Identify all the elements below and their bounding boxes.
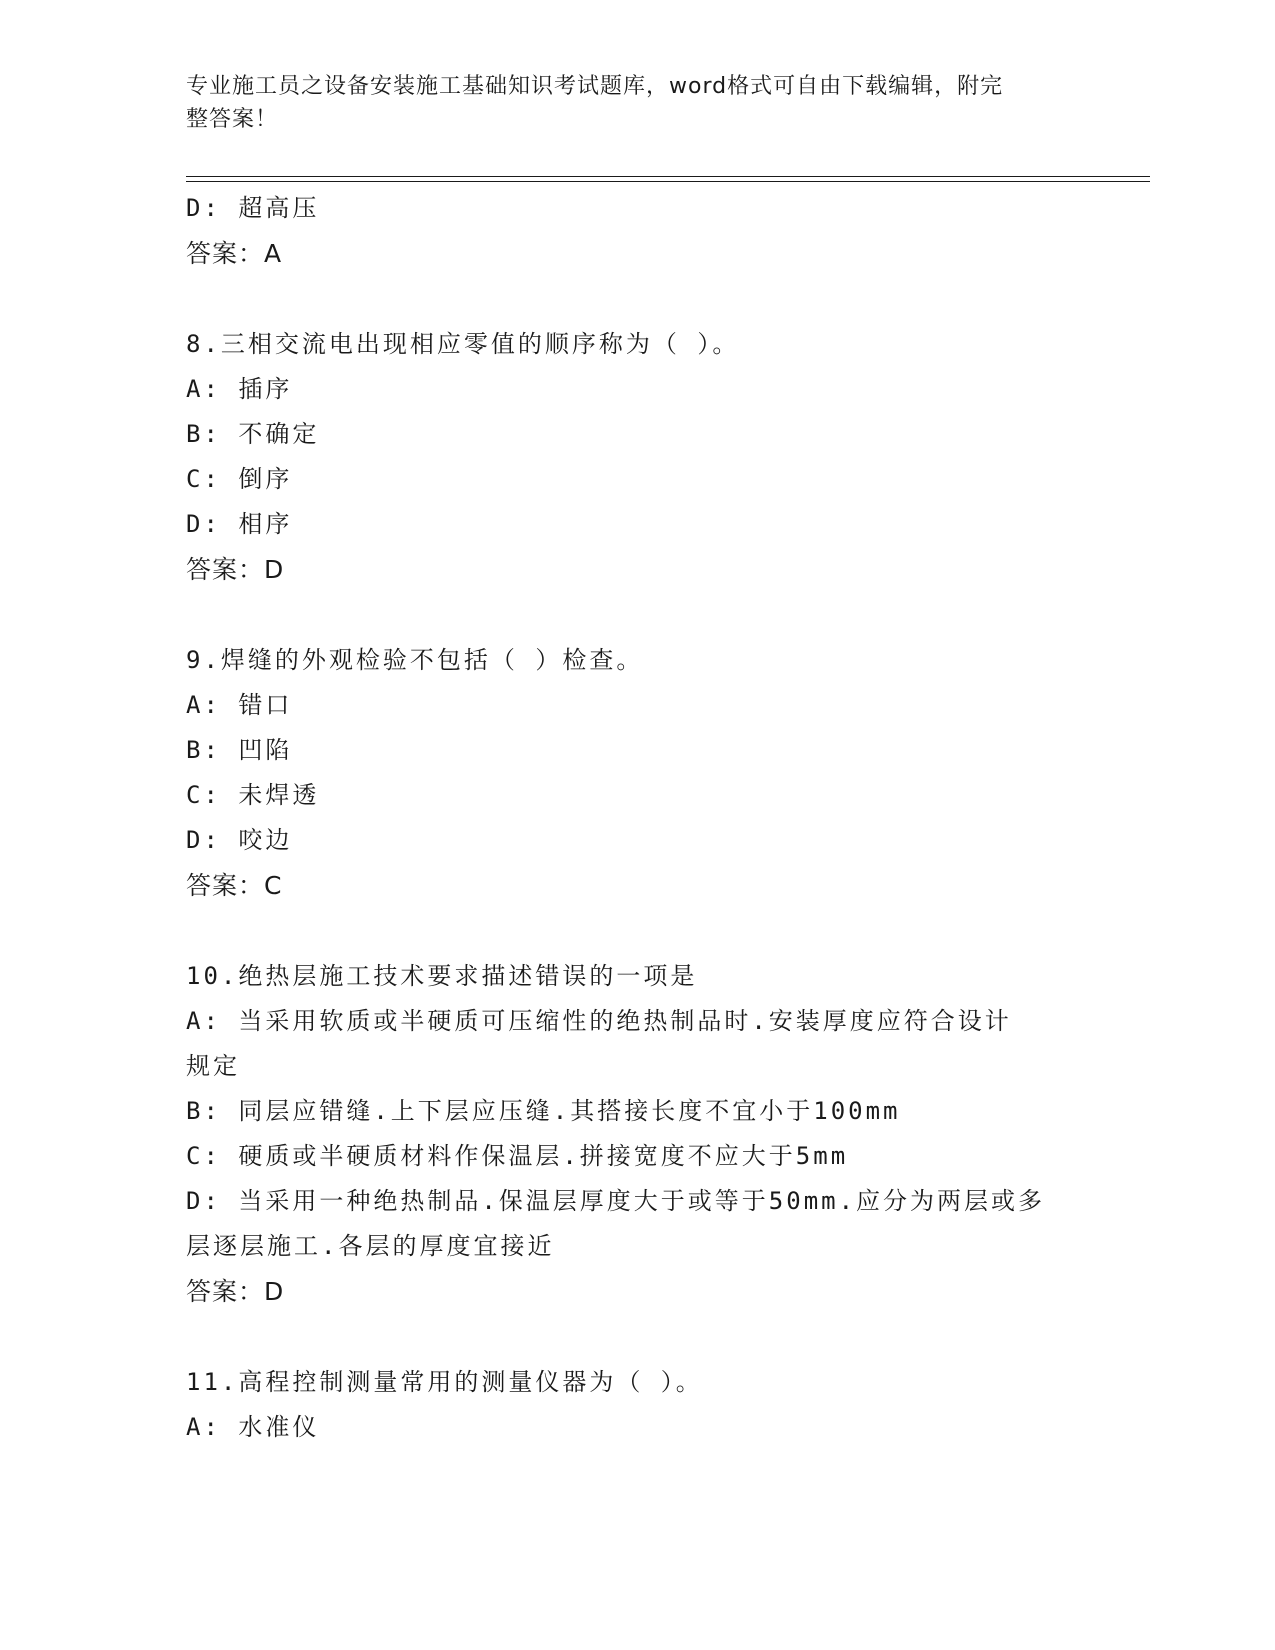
document-header <box>186 70 1066 136</box>
question-7-tail <box>186 186 1086 277</box>
option-d: D: 咬边 <box>186 826 293 854</box>
answer: 答案：D <box>186 555 285 584</box>
option-b: B: 凹陷 <box>186 736 293 764</box>
question-stem: 8.三相交流电出现相应零值的顺序称为（ ）。 <box>186 330 740 358</box>
option-a: A: 错口 <box>186 691 293 719</box>
question-11 <box>186 1360 1086 1450</box>
option-d-line-1: D: 当采用一种绝热制品.保温层厚度大于或等于50mm.应分为两层或多 <box>186 1187 1046 1215</box>
question-stem: 9.焊缝的外观检验不包括（ ）检查。 <box>186 646 644 674</box>
option-d: D: 相序 <box>186 510 293 538</box>
option-a: A: 水准仪 <box>186 1413 320 1441</box>
option-c: C: 未焊透 <box>186 781 320 809</box>
header-title-line-1: 专业施工员之设备安装施工基础知识考试题库，word格式可自由下载编辑，附完 <box>186 74 1004 99</box>
header-divider-top <box>186 176 1150 177</box>
option-a-line-1: A: 当采用软质或半硬质可压缩性的绝热制品时.安装厚度应符合设计 <box>186 1007 1012 1035</box>
question-10 <box>186 954 1086 1315</box>
option-a: A: 插序 <box>186 375 293 403</box>
question-9 <box>186 638 1086 909</box>
header-divider-bottom <box>186 181 1150 182</box>
answer: 答案：D <box>186 1277 285 1306</box>
option-b: B: 不确定 <box>186 420 320 448</box>
option-c: C: 硬质或半硬质材料作保温层.拼接宽度不应大于5mm <box>186 1142 849 1170</box>
header-title-line-2: 整答案！ <box>186 107 279 132</box>
question-stem: 10.绝热层施工技术要求描述错误的一项是 <box>186 962 698 990</box>
answer: 答案：A <box>186 239 283 268</box>
option-d: D: 超高压 <box>186 194 320 222</box>
question-stem: 11.高程控制测量常用的测量仪器为（ ）。 <box>186 1368 703 1396</box>
option-d-line-2: 层逐层施工.各层的厚度宜接近 <box>186 1232 555 1260</box>
option-c: C: 倒序 <box>186 465 293 493</box>
answer: 答案：C <box>186 871 283 900</box>
option-a-line-2: 规定 <box>186 1052 240 1080</box>
question-8 <box>186 322 1086 593</box>
question-list <box>186 186 1086 1450</box>
option-b: B: 同层应错缝.上下层应压缝.其搭接长度不宜小于100mm <box>186 1097 901 1125</box>
